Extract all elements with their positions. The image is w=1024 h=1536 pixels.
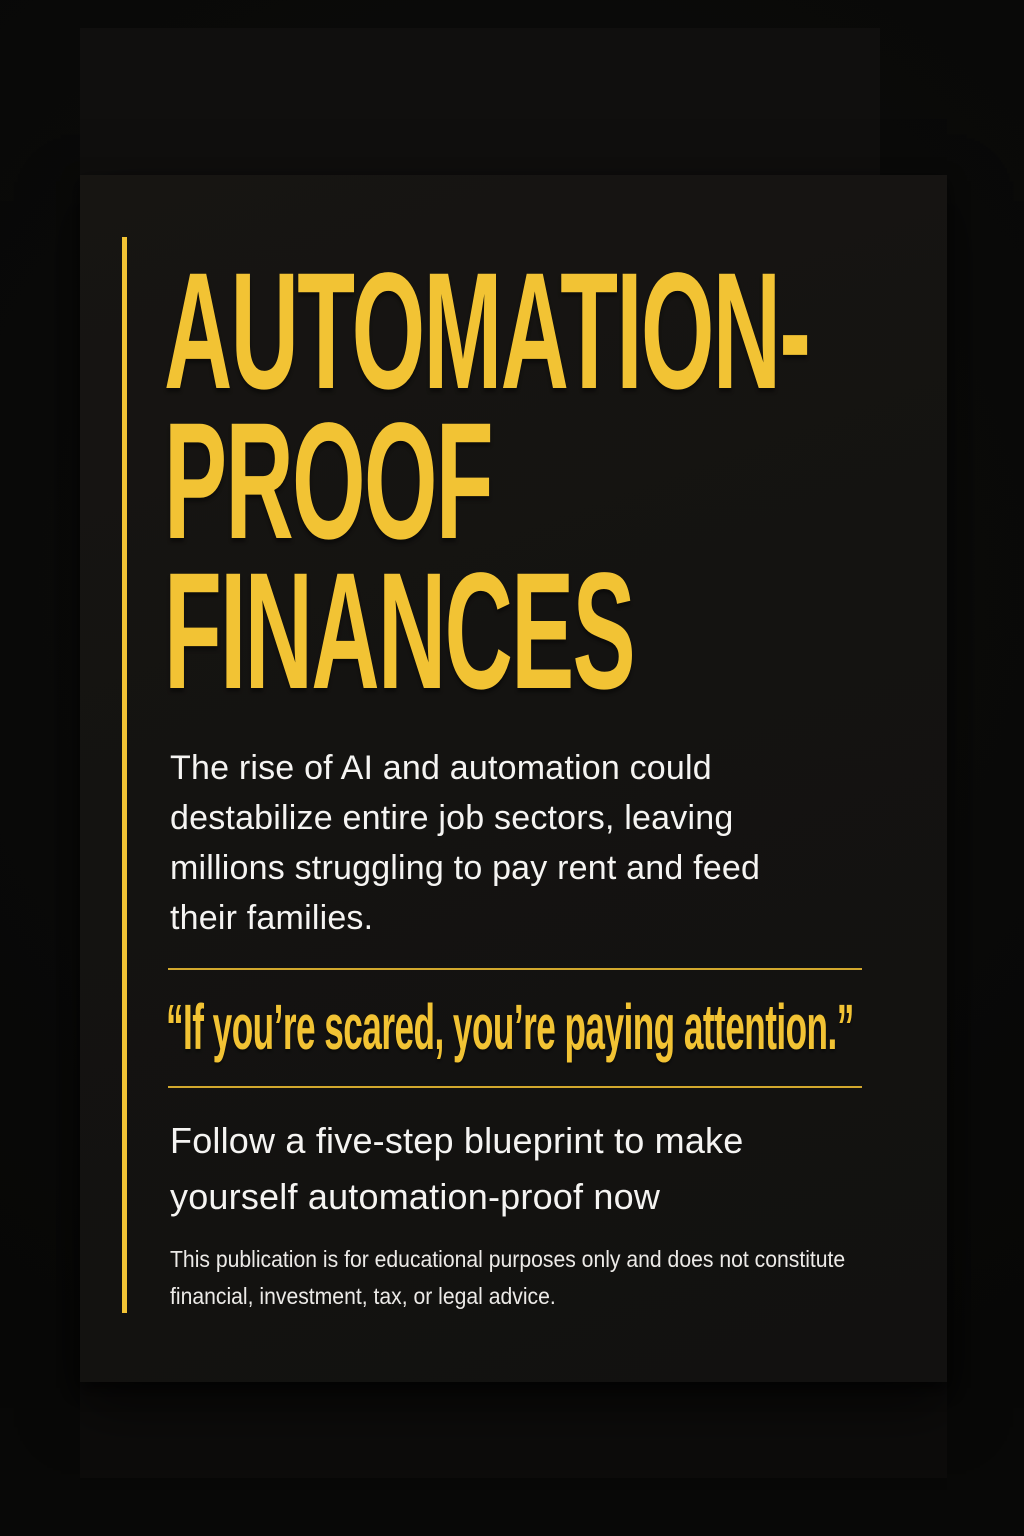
cta-line: yourself automation-proof now [170, 1176, 661, 1217]
intro-line: their families. [170, 899, 374, 937]
disclaimer-line: This publication is for educational purposes only and does not constitute [170, 1246, 846, 1272]
divider-bottom [168, 1086, 862, 1088]
pull-quote: “If you’re scared, you’re paying attention.” [166, 991, 854, 1063]
cta-line: Follow a five-step blueprint to make [170, 1120, 744, 1161]
intro-line: The rise of AI and automation could [170, 749, 712, 787]
intro-line: millions struggling to pay rent and feed [170, 849, 761, 887]
disclaimer-text [170, 1241, 845, 1315]
backing-sheet-bottom [80, 1382, 947, 1478]
intro-paragraph [170, 743, 760, 943]
cta-text [170, 1113, 743, 1225]
intro-line: destabilize entire job sectors, leaving [170, 799, 734, 837]
divider-top [168, 968, 862, 970]
headline-line-2: PROOF [164, 389, 492, 574]
headline-line-1: AUTOMATION- [164, 239, 810, 424]
poster-headline [164, 239, 1024, 724]
accent-vertical-rule [122, 237, 127, 1313]
backing-sheet-top [80, 28, 880, 176]
poster-panel [80, 175, 947, 1382]
headline-line-3: FINANCES [164, 539, 634, 724]
disclaimer-line: financial, investment, tax, or legal advice. [170, 1283, 556, 1309]
